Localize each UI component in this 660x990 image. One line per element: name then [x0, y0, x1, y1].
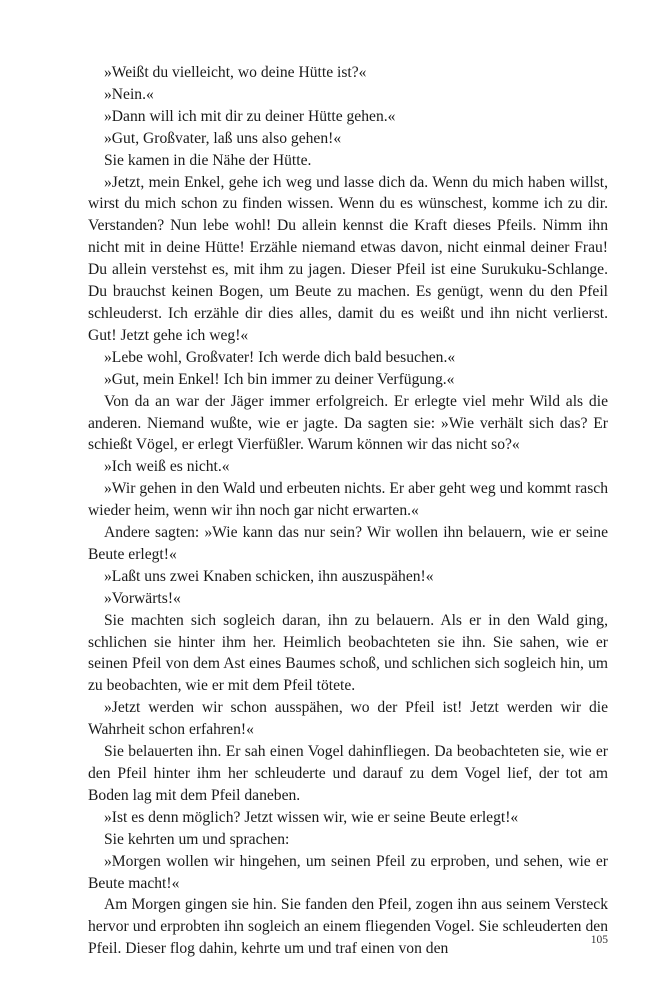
- page-number: 105: [590, 934, 608, 946]
- paragraph: »Weißt du vielleicht, wo deine Hütte ist?«: [104, 64, 367, 81]
- paragraph: »Jetzt, mein Enkel, gehe ich weg und lasse dich da. Wenn du mich haben willst, wirst du mich schon zu finden wissen. Wenn du es wünschest, komme ich zu dir. Verstanden? Nun lebe wohl! Du allein kennst die Kraft dieses Pfeils. Nimm ihn nicht mit in deine Hütte! Erzähle niemand etwas davon, nicht einmal deiner Frau! Du allein verstehst es, mit ihm zu jagen. Dieser Pfeil ist eine Surukuku-Schlange. Du brauchst keinen Bogen, um Beute zu machen. Es genügt, wenn du den Pfeil schleuderst. Ich erzähle dir dies alles, damit du es weißt und ihn nicht verlierst. Gut! Jetzt gehe ich weg!«: [88, 173, 608, 344]
- paragraph: Sie kehrten um und sprachen:: [104, 830, 290, 848]
- paragraph: »Lebe wohl, Großvater! Ich werde dich bald besuchen.«: [104, 348, 456, 366]
- paragraph: »Nein.«: [104, 85, 154, 103]
- body-text: [88, 62, 608, 960]
- paragraph: Sie kamen in die Nähe der Hütte.: [104, 151, 312, 169]
- paragraph: Sie belauerten ihn. Er sah einen Vogel dahinfliegen. Da beobachteten sie, wie er den Pfeil hinter ihm her schleuderte und darauf zu dem Vogel lief, der tot am Boden lag mit dem Pfeil daneben.: [88, 743, 608, 804]
- paragraph: »Ist es denn möglich? Jetzt wissen wir, wie er seine Beute erlegt!«: [104, 808, 519, 826]
- paragraph: »Dann will ich mit dir zu deiner Hütte gehen.«: [104, 107, 396, 125]
- paragraph: »Vorwärts!«: [104, 589, 181, 607]
- paragraph: »Gut, Großvater, laß uns also gehen!«: [104, 129, 342, 147]
- paragraph: Andere sagten: »Wie kann das nur sein? Wir wollen ihn belauern, wie er seine Beute erlegt!«: [88, 524, 608, 563]
- paragraph: »Laßt uns zwei Knaben schicken, ihn auszuspähen!«: [104, 567, 434, 585]
- paragraph: »Ich weiß es nicht.«: [104, 458, 230, 476]
- paragraph: Sie machten sich sogleich daran, ihn zu belauern. Als er in den Wald ging, schlichen sie hinter ihm her. Heimlich beobachteten sie ihn. Sie sahen, wie er seinen Pfeil von dem Ast eines Baumes schoß, und schlichen sich sogleich hin, um zu beobachten, wie er mit dem Pfeil tötete.: [88, 611, 608, 695]
- paragraph: Am Morgen gingen sie hin. Sie fanden den Pfeil, zogen ihn aus seinem Versteck hervor und erprobten ihn sogleich an einem fliegenden Vogel. Sie schleuderten den Pfeil. Dieser flog dahin, kehrte um und traf einen von den: [88, 896, 608, 958]
- paragraph: »Jetzt werden wir schon ausspähen, wo der Pfeil ist! Jetzt werden wir die Wahrheit schon erfahren!«: [88, 699, 608, 739]
- paragraph: Von da an war der Jäger immer erfolgreich. Er erlegte viel mehr Wild als die anderen. Niemand wußte, wie er jagte. Da sagten sie: »Wie verhält sich das? Er schießt Vögel, er erlegt Vierfüßler. Warum können wir das nicht so?«: [88, 392, 608, 454]
- paragraph: »Morgen wollen wir hingehen, um seinen Pfeil zu erproben, und sehen, wie er Beute macht!«: [88, 852, 608, 892]
- paragraph: »Wir gehen in den Wald und erbeuten nichts. Er aber geht weg und kommt rasch wieder heim, wenn wir ihn noch gar nicht erwarten.«: [88, 480, 608, 520]
- paragraph: »Gut, mein Enkel! Ich bin immer zu deiner Verfügung.«: [104, 370, 455, 388]
